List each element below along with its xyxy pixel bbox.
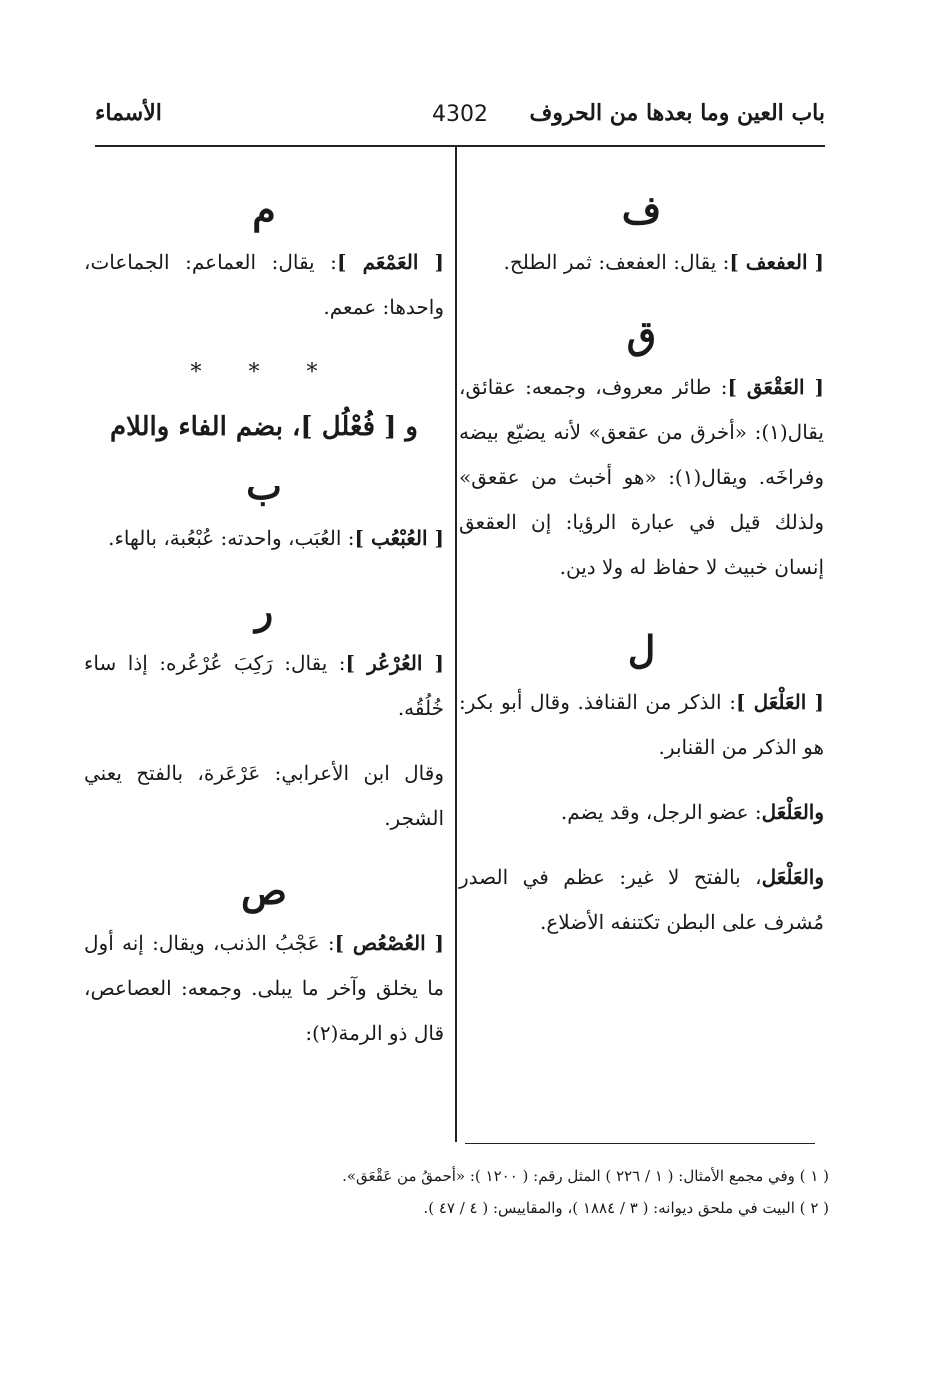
entry [84,516,444,561]
section-letter: ل [627,627,656,672]
entry-text: : يقال: العفعف: ثمر الطلح. [503,250,730,274]
entry [84,751,444,841]
entry-keyword: والعَلْعَل [761,865,824,889]
section-letter: ب [246,463,282,508]
page-header [95,100,825,140]
entry-keyword: [ العَلْعَل ] [735,690,824,714]
section-lam [459,620,824,945]
section-fa [459,180,824,285]
section-mim [84,180,444,330]
footnote: ( ١ ) وفي مجمع الأمثال: ( ١ / ٢٢٦ ) المثل رقم: ( ١٢٠٠ ): «أحمقُ من عَقْعَق». [342,1167,829,1185]
section-letter: ر [254,588,274,633]
entry [84,240,444,330]
entry-text: وقال ابن الأعرابي: عَرْعَرة، بالفتح يعني الشجر. [84,761,444,830]
section-letter: ف [621,187,662,232]
entry [459,680,824,770]
column-divider [455,147,457,1142]
entry-text: : طائر معروف، وجمعه: عقائق، يقال(١): «أخرق من عقعق» لأنه يضيّع بيضه وفراخَه. ويقال(١): «هو أخبث من عقعق» ولذلك قيل في عبارة الرؤيا: إن العقعق إنسان خبيث لا حفاظ له ولا دين. [459,375,824,579]
entry-text: : يقال: العماعم: الجماعات، واحدها: عمعم. [84,250,444,319]
entry [459,240,824,285]
entry [84,921,444,1056]
footnote-rule [465,1143,815,1144]
header-rule [95,145,825,147]
entry [459,855,824,945]
entry-text: ، بالفتح لا غير: عظم في الصدر مُشرف على البطن تكتنفه الأضلاع. [459,865,824,934]
entry-keyword: [ العَقْعَق ] [727,375,824,399]
entry [84,641,444,731]
entry-keyword: [ العُصْعُص ] [334,931,444,955]
entry-text: : الذكر من القنافذ. وقال أبو بكر: هو الذكر من القنابر. [459,690,824,759]
entry-keyword: [ العفعف ] [729,250,824,274]
section-letter: م [252,187,276,232]
section-ra [84,581,444,841]
section-separator: * * * [190,360,338,385]
entry-text: : العُبَب، واحدته: عُبْعُبة، بالهاء. [108,526,355,550]
page-number: 4302 [432,102,488,127]
entry-keyword: والعَلْعَل [761,800,824,824]
entry [459,790,824,835]
footnote: ( ٢ ) البيت في ملحق ديوانه: ( ٣ / ١٨٨٤ )، والمقاييس: ( ٤ / ٤٧ ). [423,1199,829,1217]
footnotes [109,1160,829,1224]
entry [459,365,824,590]
section-sad [84,861,444,1056]
right-column [459,180,824,965]
chapter-title: باب العين وما بعدها من الحروف [529,100,825,126]
entry-text: : عضو الرجل، وقد يضم. [560,800,762,824]
entry-text: : يقال: رَكِبَ عُرْعُره: إذا ساء خُلُقُه. [84,651,444,720]
section-title: الأسماء [95,100,162,126]
section-ba [84,456,444,561]
entry-keyword: [ العُبْعُب ] [354,526,444,550]
entry-keyword: [ العَمْعَم ] [336,250,445,274]
left-column [84,180,444,1076]
section-letter: ق [626,312,657,357]
pattern-heading: و [ فُعْلُل ]، بضم الفاء واللام [110,412,418,442]
entry-text: : عَجْبُ الذنب، ويقال: إنه أول ما يخلق وآخر ما يبلى. وجمعه: العصاعص، قال ذو الرمة(٢): [84,931,444,1045]
section-letter: ص [241,868,287,913]
entry-keyword: [ العُرْعُر ] [345,651,444,675]
section-qaf [459,305,824,590]
